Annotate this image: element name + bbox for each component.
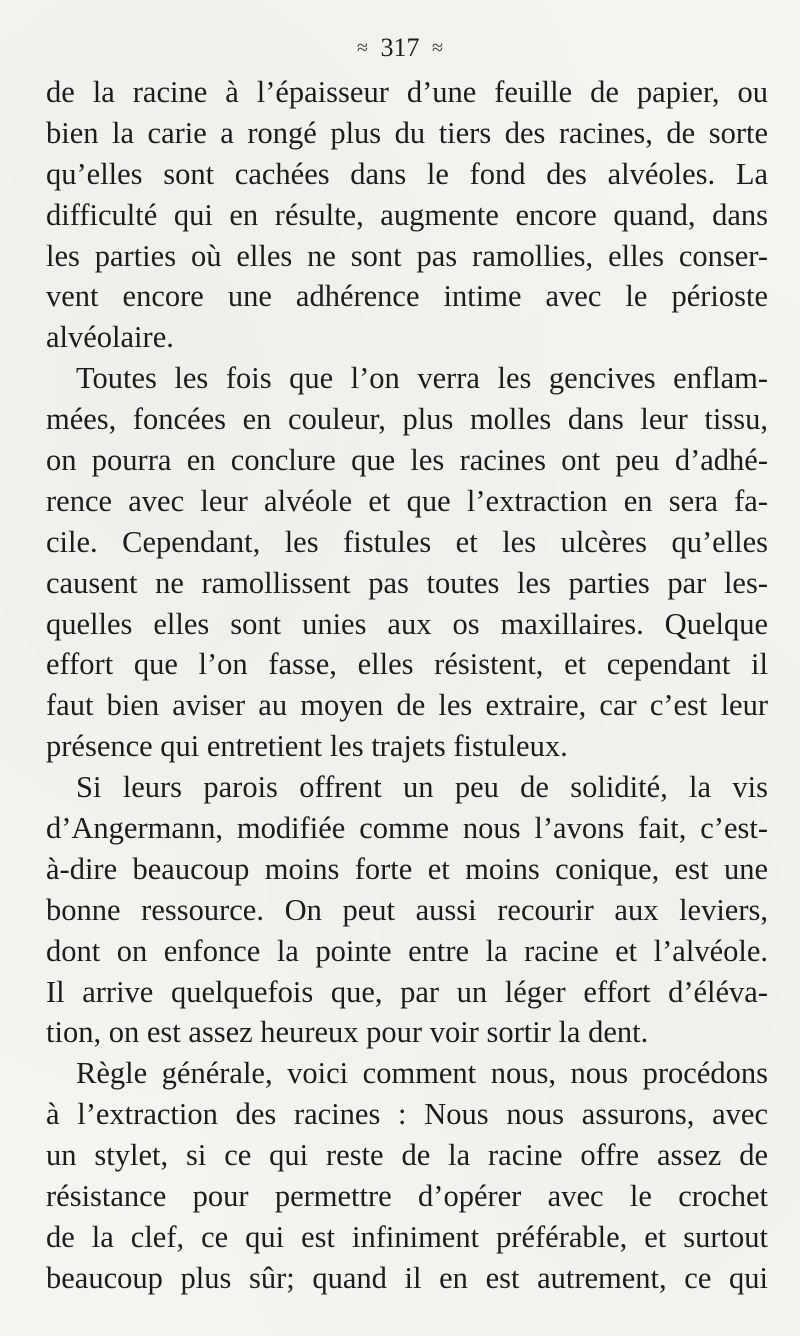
text-line: bonne ressource. On peut aussi recourir aux leviers, [46,892,768,927]
text-line: causent ne ramollissent pas toutes les parties par les- [46,565,768,600]
text-line: un stylet, si ce qui reste de la racine offre assez de [46,1138,768,1173]
text-line: mées, foncées en couleur, plus molles dans leur tissu, [46,402,768,437]
text-line: qu’elles sont cachées dans le fond des alvéoles. La [46,156,768,191]
text-line: vent encore une adhérence intime avec le périoste [46,279,768,314]
body-text [46,72,768,1299]
text-line: à l’extraction des racines : Nous nous assurons, avec [46,1097,768,1132]
text-line: tion, on est assez heureux pour voir sortir la dent. [46,1015,649,1050]
text-line: bien la carie a rongé plus du tiers des racines, de sorte [46,115,768,150]
text-line: présence qui entretient les trajets fistuleux. [46,729,568,764]
text-line: résistance pour permettre d’opérer avec le crochet [46,1179,768,1214]
text-line: à-dire beaucoup moins forte et moins conique, est une [46,851,768,886]
text-line: dont on enfonce la pointe entre la racine et l’alvéole. [46,933,768,968]
right-ornament-icon: ≈ [432,37,443,60]
text-line: de la clef, ce qui est infiniment préférable, et surtout [46,1219,768,1254]
text-line: beaucoup plus sûr; quand il en est autrement, ce qui [46,1260,768,1295]
text-line: faut bien aviser au moyen de les extraire, car c’est leur [46,688,768,723]
text-line: Toutes les fois que l’on verra les gencives enflam- [76,361,768,396]
text-line: d’Angermann, modifiée comme nous l’avons fait, c’est- [46,811,768,846]
page-header [0,30,800,64]
text-line: Il arrive quelquefois que, par un léger effort d’éléva- [46,974,768,1009]
page-number: 317 [380,33,420,63]
text-line: quelles elles sont unies aux os maxillaires. Quelque [46,606,768,641]
text-line: effort que l’on fasse, elles résistent, et cependant il [46,647,768,682]
text-line: de la racine à l’épaisseur d’une feuille de papier, ou [46,75,768,109]
text-line: Règle générale, voici comment nous, nous procédons [76,1056,768,1091]
left-ornament-icon: ≈ [357,37,368,60]
text-line: rence avec leur alvéole et que l’extraction en sera fa- [46,483,768,518]
text-line: cile. Cependant, les fistules et les ulcères qu’elles [46,524,768,559]
text-line: alvéolaire. [46,320,174,355]
text-line: difficulté qui en résulte, augmente encore quand, dans [46,197,768,232]
text-line: Si leurs parois offrent un peu de solidité, la vis [76,770,768,805]
text-line: les parties où elles ne sont pas ramollies, elles conser- [46,238,768,273]
text-line: on pourra en conclure que les racines ont peu d’adhé- [46,443,768,478]
